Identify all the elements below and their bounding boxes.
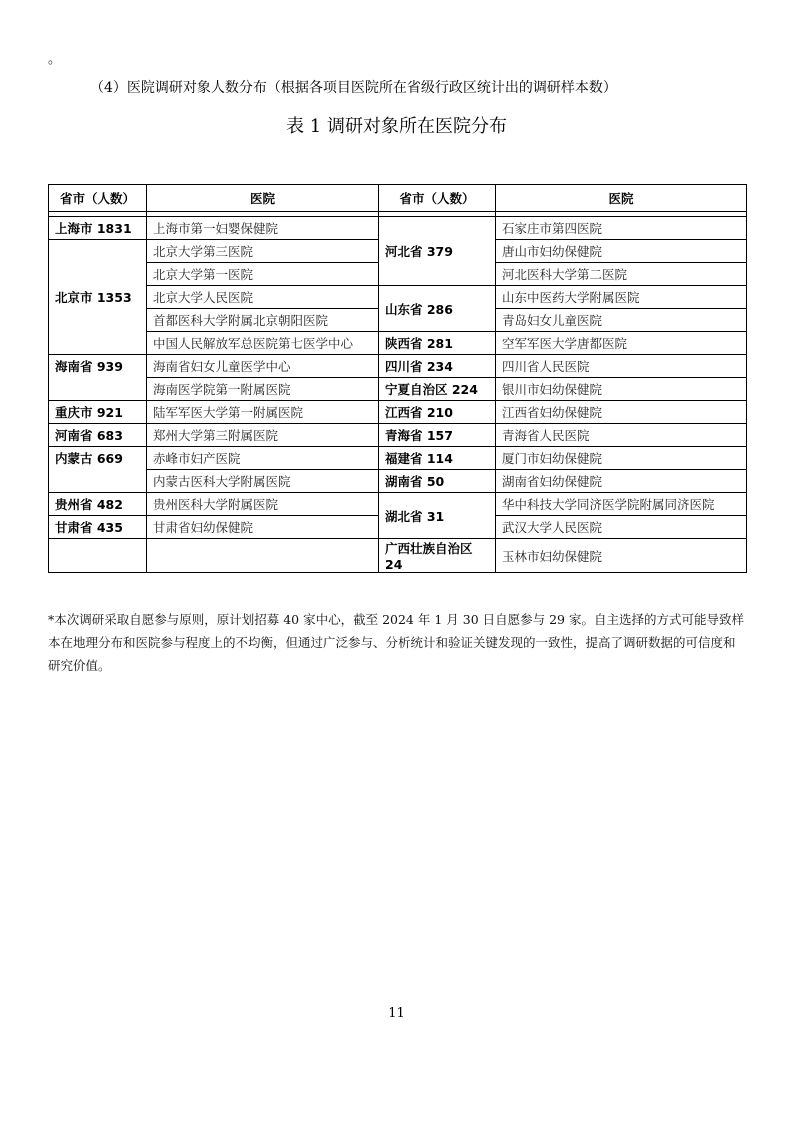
lead-punctuation: 。 (48, 52, 62, 67)
hospital-cell: 上海市第一妇婴保健院 (147, 217, 379, 240)
hospital-cell: 华中科技大学同济医学院附属同济医院 (496, 493, 747, 516)
table-row (49, 470, 747, 493)
hospital-cell: 武汉大学人民医院 (496, 516, 747, 539)
hospital-cell: 中国人民解放军总医院第七医学中心 (147, 332, 379, 355)
hospital-cell: 河北医科大学第二医院 (496, 263, 747, 286)
table-row (49, 286, 747, 309)
province-cell: 北京市 1353 (49, 240, 147, 355)
hospital-cell: 郑州大学第三附属医院 (147, 424, 379, 447)
hospital-cell: 唐山市妇幼保健院 (496, 240, 747, 263)
hospital-cell: 首都医科大学附属北京朝阳医院 (147, 309, 379, 332)
table-title: 表 1 调研对象所在医院分布 (286, 116, 507, 137)
header-province-left: 省市（人数） (49, 185, 147, 212)
hospital-cell: 山东中医药大学附属医院 (496, 286, 747, 309)
province-cell: 四川省 234 (379, 355, 496, 378)
hospital-cell: 北京大学人民医院 (147, 286, 379, 309)
section-heading: （4）医院调研对象人数分布（根据各项目医院所在省级行政区统计出的调研样本数） (90, 80, 617, 96)
province-cell: 贵州省 482 (49, 493, 147, 516)
footnote: *本次调研采取自愿参与原则，原计划招募 40 家中心，截至 2024 年 1 月 30 日自愿参与 29 家。自主选择的方式可能导致样本在地理分布和医院参与程度上的不均衡，但通过广泛参与、分析统计和验证关键发现的一致性，提高了调研数据的可信度和研究价值。 (48, 612, 744, 673)
hospital-cell: 江西省妇幼保健院 (496, 401, 747, 424)
empty-cell (49, 539, 147, 573)
hospital-cell: 北京大学第三医院 (147, 240, 379, 263)
hospital-cell: 湖南省妇幼保健院 (496, 470, 747, 493)
province-cell: 内蒙古 669 (49, 447, 147, 493)
header-province-right: 省市（人数） (379, 185, 496, 212)
hospital-cell: 赤峰市妇产医院 (147, 447, 379, 470)
hospital-cell: 海南省妇女儿童医学中心 (147, 355, 379, 378)
hospital-cell: 北京大学第一医院 (147, 263, 379, 286)
hospital-cell: 贵州医科大学附属医院 (147, 493, 379, 516)
province-cell: 上海市 1831 (49, 217, 147, 240)
table-row (49, 378, 747, 401)
hospital-cell: 海南医学院第一附属医院 (147, 378, 379, 401)
hospital-cell: 四川省人民医院 (496, 355, 747, 378)
hospital-cell: 银川市妇幼保健院 (496, 378, 747, 401)
page-number: 11 (388, 1006, 405, 1021)
province-cell: 陕西省 281 (379, 332, 496, 355)
province-cell: 湖南省 50 (379, 470, 496, 493)
province-cell: 重庆市 921 (49, 401, 147, 424)
province-cell: 广西壮族自治区 24 (379, 539, 496, 573)
table-row (49, 493, 747, 516)
province-cell: 河北省 379 (379, 217, 496, 286)
hospital-cell: 青岛妇女儿童医院 (496, 309, 747, 332)
hospital-cell: 石家庄市第四医院 (496, 217, 747, 240)
hospital-cell: 玉林市妇幼保健院 (496, 539, 747, 573)
hospital-cell: 空军军医大学唐都医院 (496, 332, 747, 355)
table-header-row (49, 185, 747, 212)
table-row (49, 424, 747, 447)
hospital-cell: 厦门市妇幼保健院 (496, 447, 747, 470)
hospital-cell: 青海省人民医院 (496, 424, 747, 447)
province-cell: 甘肃省 435 (49, 516, 147, 539)
province-cell: 青海省 157 (379, 424, 496, 447)
table-row (49, 447, 747, 470)
province-cell: 宁夏自治区 224 (379, 378, 496, 401)
province-cell: 山东省 286 (379, 286, 496, 332)
table-row (49, 539, 747, 573)
province-cell: 河南省 683 (49, 424, 147, 447)
table-row (49, 332, 747, 355)
table-row (49, 217, 747, 240)
province-cell: 福建省 114 (379, 447, 496, 470)
header-hospital-right: 医院 (496, 185, 747, 212)
hospital-cell: 陆军军医大学第一附属医院 (147, 401, 379, 424)
hospital-distribution-table (48, 184, 747, 573)
table-row (49, 401, 747, 424)
province-cell: 海南省 939 (49, 355, 147, 401)
province-cell: 江西省 210 (379, 401, 496, 424)
province-cell: 湖北省 31 (379, 493, 496, 539)
hospital-cell: 甘肃省妇幼保健院 (147, 516, 379, 539)
header-hospital-left: 医院 (147, 185, 379, 212)
empty-cell (147, 539, 379, 573)
hospital-cell: 内蒙古医科大学附属医院 (147, 470, 379, 493)
table-row (49, 355, 747, 378)
